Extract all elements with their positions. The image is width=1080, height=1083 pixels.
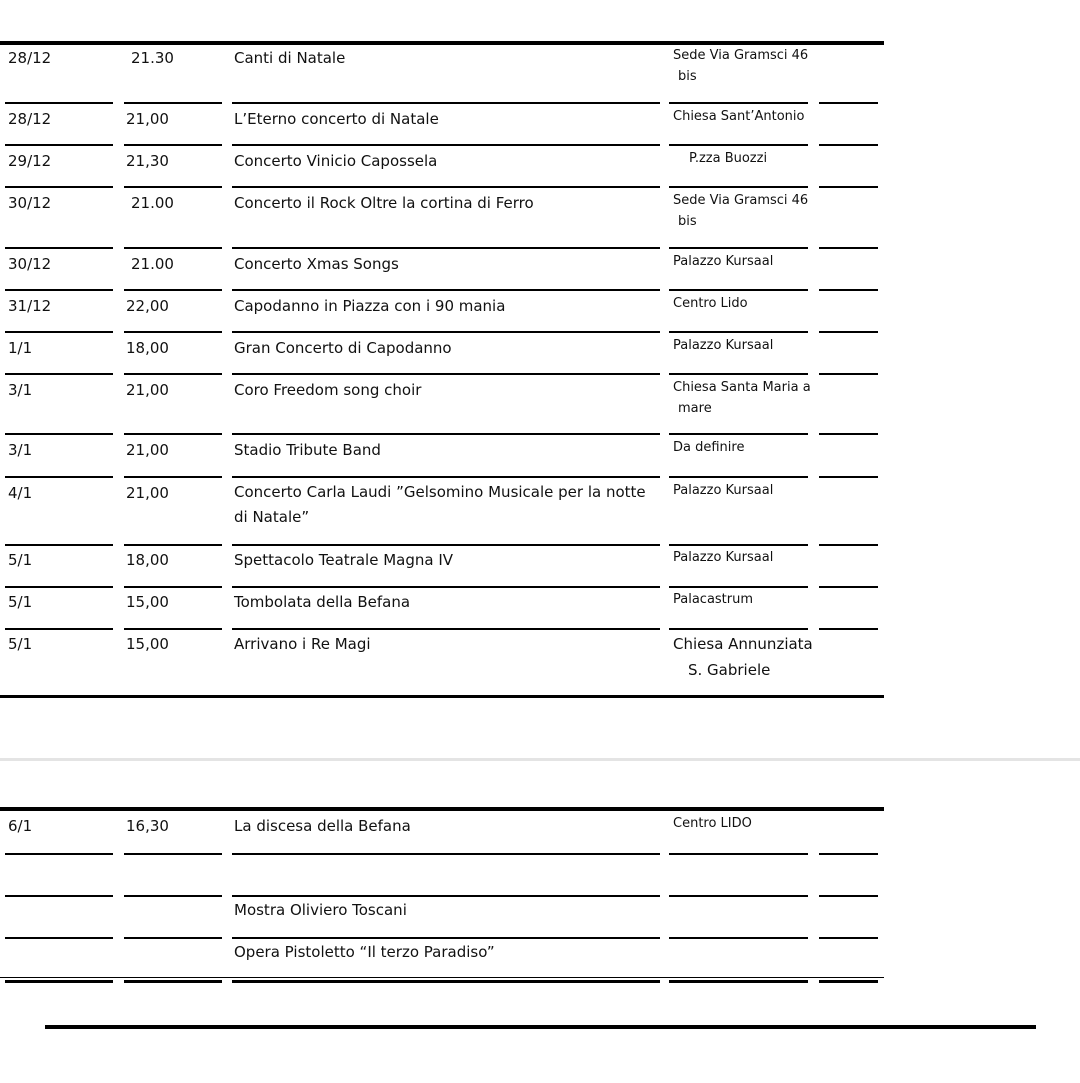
date-cell: 28/12	[8, 110, 52, 128]
time-cell: 21.00	[131, 194, 174, 212]
row-divider	[819, 544, 878, 546]
date-cell: 5/1	[8, 593, 33, 611]
date-cell: 3/1	[8, 441, 33, 459]
row-divider	[669, 476, 808, 478]
row-divider	[669, 373, 808, 375]
row-divider	[819, 373, 878, 375]
row-divider	[819, 980, 878, 983]
row-divider	[819, 853, 878, 855]
event-cell: Tombolata della Befana	[234, 593, 411, 611]
venue-cell: bis	[678, 214, 697, 229]
time-cell: 15,00	[126, 635, 169, 653]
event-cell: Stadio Tribute Band	[234, 441, 381, 459]
row-divider	[5, 937, 113, 939]
row-divider	[5, 853, 113, 855]
page-separator	[0, 758, 1080, 761]
date-cell: 31/12	[8, 297, 52, 315]
row-divider	[819, 586, 878, 588]
row-divider	[669, 895, 808, 897]
date-cell: 3/1	[8, 381, 33, 399]
event-cell: Canti di Natale	[234, 49, 346, 67]
venue-cell: bis	[678, 69, 697, 84]
row-divider	[5, 544, 113, 546]
row-divider	[124, 980, 222, 983]
row-divider	[819, 895, 878, 897]
time-cell: 15,00	[126, 593, 169, 611]
row-divider	[124, 476, 222, 478]
time-cell: 21.30	[131, 49, 174, 67]
row-divider	[669, 331, 808, 333]
event-cell: Capodanno in Piazza con i 90 mania	[234, 297, 506, 315]
row-divider	[124, 102, 222, 104]
date-cell: 5/1	[8, 551, 33, 569]
venue-cell: Palazzo Kursaal	[673, 550, 774, 565]
row-divider	[124, 247, 222, 249]
time-cell: 21.00	[131, 255, 174, 273]
venue-cell: Palacastrum	[673, 592, 754, 607]
venue-cell: S. Gabriele	[688, 661, 771, 679]
row-divider	[819, 144, 878, 146]
row-divider	[232, 895, 660, 897]
row-divider	[5, 980, 113, 983]
row-divider	[669, 433, 808, 435]
time-cell: 21,00	[126, 381, 169, 399]
date-cell: 28/12	[8, 49, 52, 67]
row-divider	[232, 628, 660, 630]
venue-cell: Centro LIDO	[673, 816, 752, 831]
venue-cell: Da definire	[673, 440, 745, 455]
row-divider	[5, 586, 113, 588]
row-divider	[819, 289, 878, 291]
venue-cell: Centro Lido	[673, 296, 748, 311]
date-cell: 4/1	[8, 484, 33, 502]
time-cell: 18,00	[126, 339, 169, 357]
row-divider	[819, 628, 878, 630]
row-divider	[232, 186, 660, 188]
venue-cell: Chiesa Sant’Antonio	[673, 109, 805, 124]
row-divider	[5, 144, 113, 146]
event-cell: Spettacolo Teatrale Magna IV	[234, 551, 454, 569]
row-divider	[232, 144, 660, 146]
table-bottom-border	[0, 977, 884, 978]
date-cell: 1/1	[8, 339, 33, 357]
event-cell: La discesa della Befana	[234, 817, 411, 835]
row-divider	[5, 433, 113, 435]
row-divider	[232, 433, 660, 435]
event-cell: Opera Pistoletto “Il terzo Paradiso”	[234, 943, 495, 961]
row-divider	[669, 980, 808, 983]
row-divider	[5, 186, 113, 188]
row-divider	[5, 476, 113, 478]
venue-cell: Palazzo Kursaal	[673, 254, 774, 269]
time-cell: 18,00	[126, 551, 169, 569]
row-divider	[232, 586, 660, 588]
row-divider	[819, 102, 878, 104]
row-divider	[5, 628, 113, 630]
date-cell: 6/1	[8, 817, 33, 835]
date-cell: 29/12	[8, 152, 52, 170]
venue-cell: Palazzo Kursaal	[673, 483, 774, 498]
table-bottom-border	[0, 695, 884, 698]
row-divider	[669, 247, 808, 249]
row-divider	[5, 247, 113, 249]
venue-cell: Chiesa Annunziata	[673, 635, 813, 653]
row-divider	[669, 102, 808, 104]
row-divider	[819, 937, 878, 939]
row-divider	[669, 586, 808, 588]
row-divider	[124, 895, 222, 897]
row-divider	[232, 331, 660, 333]
time-cell: 22,00	[126, 297, 169, 315]
row-divider	[232, 476, 660, 478]
event-cell: Concerto il Rock Oltre la cortina di Ferro	[234, 194, 534, 212]
page-footer-rule	[45, 1025, 1036, 1029]
row-divider	[124, 144, 222, 146]
row-divider	[819, 433, 878, 435]
row-divider	[5, 331, 113, 333]
row-divider	[124, 433, 222, 435]
row-divider	[232, 853, 660, 855]
event-cell: Concerto Xmas Songs	[234, 255, 399, 273]
row-divider	[232, 544, 660, 546]
row-divider	[232, 937, 660, 939]
time-cell: 21,30	[126, 152, 169, 170]
row-divider	[232, 980, 660, 983]
date-cell: 30/12	[8, 255, 52, 273]
event-cell: Mostra Oliviero Toscani	[234, 901, 407, 919]
venue-cell: P.zza Buozzi	[689, 151, 768, 166]
row-divider	[232, 247, 660, 249]
row-divider	[669, 937, 808, 939]
row-divider	[669, 628, 808, 630]
row-divider	[5, 102, 113, 104]
row-divider	[124, 373, 222, 375]
time-cell: 21,00	[126, 110, 169, 128]
table-top-border	[0, 807, 884, 811]
row-divider	[819, 247, 878, 249]
time-cell: 21,00	[126, 484, 169, 502]
row-divider	[819, 331, 878, 333]
date-cell: 30/12	[8, 194, 52, 212]
row-divider	[5, 289, 113, 291]
row-divider	[124, 586, 222, 588]
row-divider	[124, 186, 222, 188]
row-divider	[124, 628, 222, 630]
date-cell: 5/1	[8, 635, 33, 653]
row-divider	[669, 289, 808, 291]
row-divider	[232, 102, 660, 104]
venue-cell: mare	[678, 401, 712, 416]
time-cell: 16,30	[126, 817, 169, 835]
time-cell: 21,00	[126, 441, 169, 459]
row-divider	[5, 895, 113, 897]
row-divider	[819, 186, 878, 188]
venue-cell: Sede Via Gramsci 46	[673, 193, 809, 208]
event-cell: Concerto Carla Laudi ”Gelsomino Musicale per la notte di Natale”	[234, 483, 646, 526]
row-divider	[669, 186, 808, 188]
row-divider	[124, 544, 222, 546]
row-divider	[669, 544, 808, 546]
row-divider	[124, 289, 222, 291]
row-divider	[232, 289, 660, 291]
event-cell: Coro Freedom song choir	[234, 381, 422, 399]
row-divider	[819, 476, 878, 478]
venue-cell: Palazzo Kursaal	[673, 338, 774, 353]
row-divider	[669, 853, 808, 855]
venue-cell: Sede Via Gramsci 46	[673, 48, 809, 63]
row-divider	[669, 144, 808, 146]
event-cell: Concerto Vinicio Capossela	[234, 152, 438, 170]
event-cell: Gran Concerto di Capodanno	[234, 339, 452, 357]
venue-cell: Chiesa Santa Maria a	[673, 380, 811, 395]
row-divider	[124, 853, 222, 855]
row-divider	[124, 937, 222, 939]
event-cell: L’Eterno concerto di Natale	[234, 110, 439, 128]
row-divider	[5, 373, 113, 375]
row-divider	[232, 373, 660, 375]
event-cell: Arrivano i Re Magi	[234, 635, 371, 653]
row-divider	[124, 331, 222, 333]
